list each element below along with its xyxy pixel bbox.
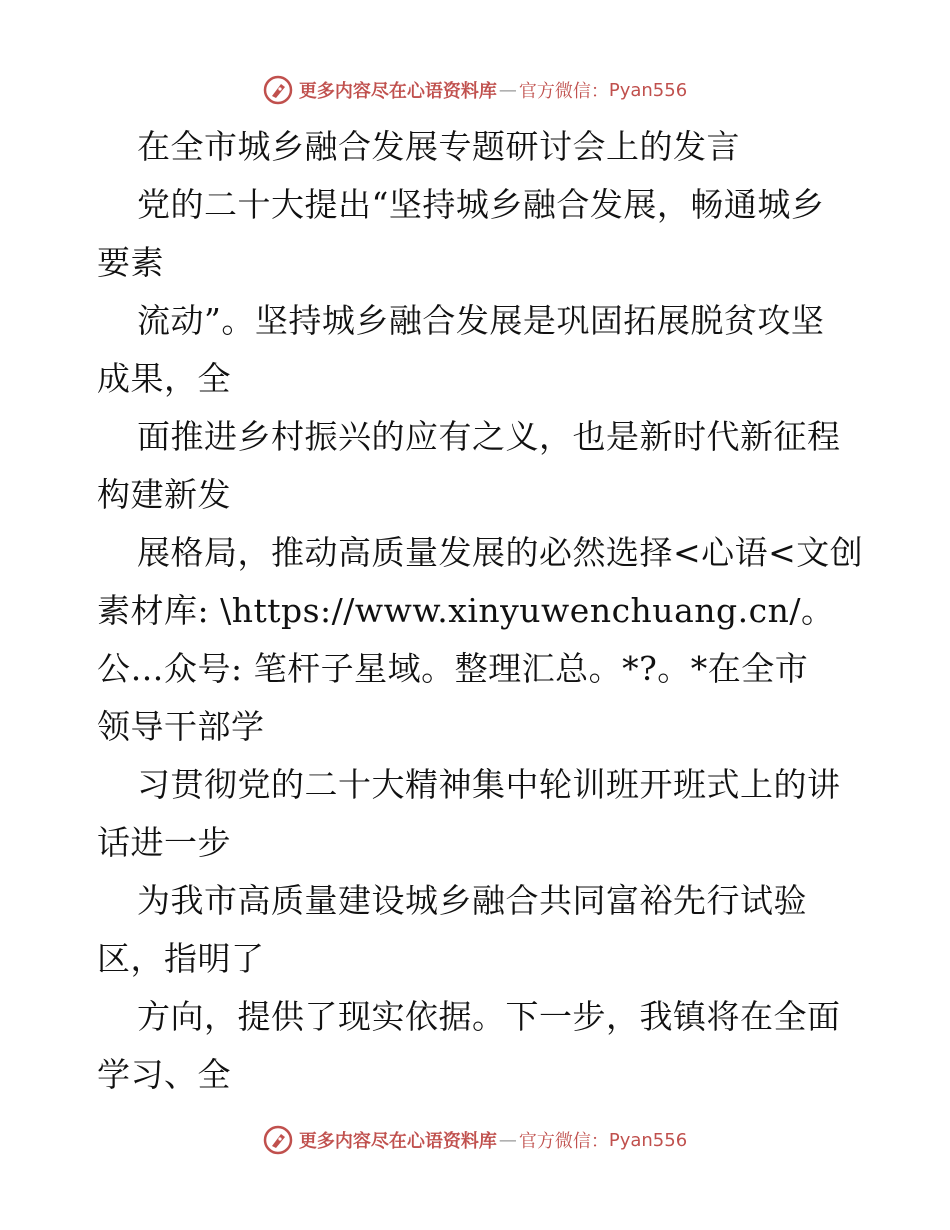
watermark-text: 更多内容尽在心语资料库	[298, 81, 497, 102]
paragraph-line: 学习、全	[97, 1055, 231, 1094]
paragraph-line: 流动”。坚持城乡融合发展是巩固拓展脱贫攻坚	[137, 301, 825, 340]
watermark-text: 更多内容尽在心语资料库	[298, 1131, 497, 1152]
paragraph-line: 要素	[97, 243, 164, 282]
paragraph-line: 素材库: \https://www.xinyuwenchuang.cn/。	[97, 591, 835, 630]
paragraph-line: 区，指明了	[97, 939, 265, 978]
watermark-wechat-id: Pyan556	[608, 1129, 688, 1151]
pen-nib-logo-icon	[263, 75, 293, 105]
document-body	[97, 118, 864, 1104]
header-watermark	[0, 70, 950, 110]
paragraph-line: 方向，提供了现实依据。下一步，我镇将在全面	[137, 997, 841, 1036]
paragraph-line: 展格局，推动高质量发展的必然选择<心语<文创	[137, 533, 864, 572]
watermark-wechat-label: 官方微信：	[518, 1131, 609, 1152]
paragraph-line: 公…众号: 笔杆子星域。整理汇总。*?。*在全市	[97, 649, 809, 688]
paragraph-line: 成果，全	[97, 359, 231, 398]
watermark-wechat-id: Pyan556	[608, 79, 688, 101]
paragraph-line: 领导干部学	[97, 707, 265, 746]
paragraph-line: 党的二十大提出“坚持城乡融合发展，畅通城乡	[137, 185, 825, 224]
paragraph-line: 话进一步	[97, 823, 231, 862]
watermark-dash: —	[498, 1129, 517, 1151]
pen-nib-logo-icon	[263, 1125, 293, 1155]
watermark-dash: —	[498, 79, 517, 101]
watermark-wechat-label: 官方微信：	[518, 81, 609, 102]
paragraph-line: 习贯彻党的二十大精神集中轮训班开班式上的讲	[137, 765, 841, 804]
footer-watermark	[0, 1120, 950, 1160]
paragraph-line: 面推进乡村振兴的应有之义，也是新时代新征程	[137, 417, 841, 456]
document-title: 在全市城乡融合发展专题研讨会上的发言	[137, 127, 740, 166]
paragraph-line: 构建新发	[97, 475, 231, 514]
paragraph-line: 为我市高质量建设城乡融合共同富裕先行试验	[137, 881, 807, 920]
